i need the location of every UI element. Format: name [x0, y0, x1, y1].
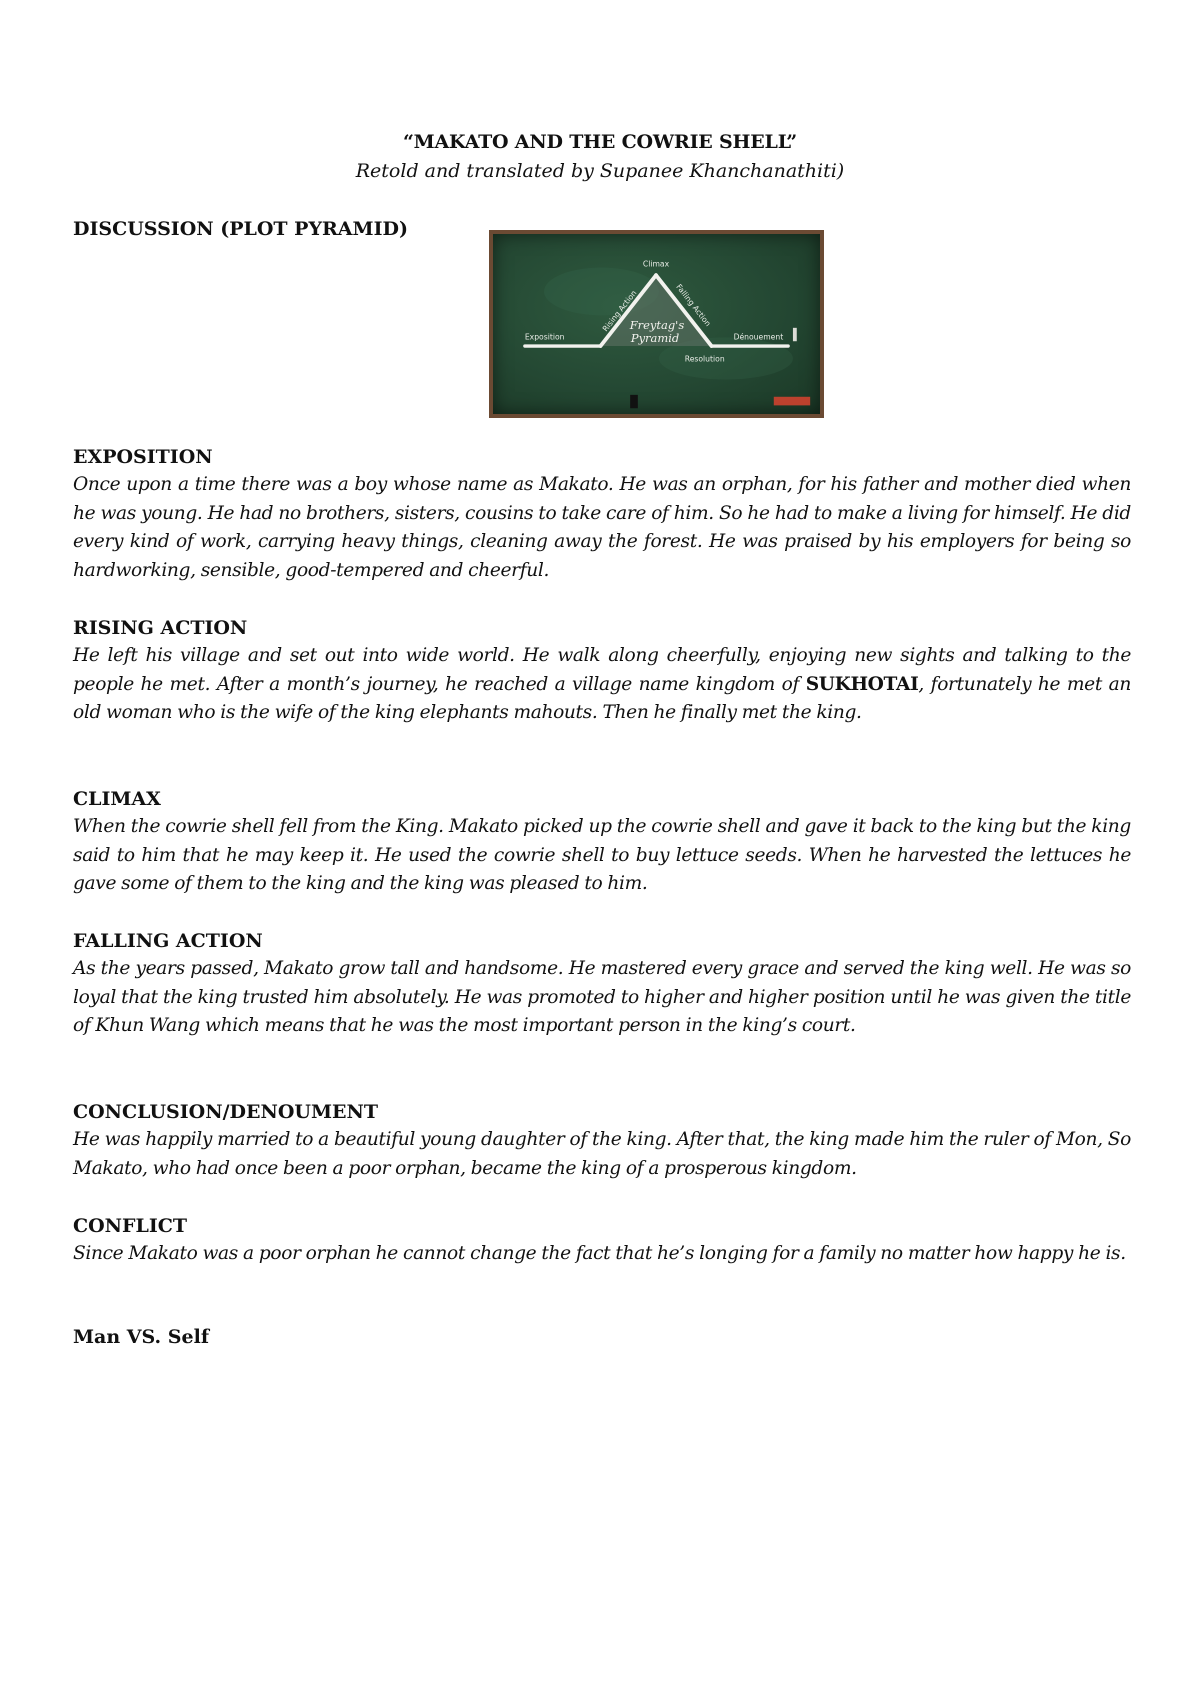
section-exposition	[73, 443, 1131, 585]
conflict-text: Since Makato was a poor orphan he cannot change the fact that he’s longing for a family no matter how happy he is.	[73, 1243, 1126, 1264]
label-denouement: Dénouement	[733, 332, 784, 342]
rising-action-heading: RISING ACTION	[73, 617, 248, 639]
climax-text: When the cowrie shell fell from the King. Makato picked up the cowrie shell and gave it back to the king but the king said to him that he may keep it. He used the cowrie shell to buy lettuce seeds. When he harvested the lettuces he gave some of them to the king and the king was pleased to him.	[73, 816, 1131, 894]
discussion-heading: DISCUSSION (PLOT PYRAMID)	[73, 218, 408, 240]
chalk-stick-icon	[793, 328, 797, 341]
falling-action-heading: FALLING ACTION	[73, 930, 263, 952]
section-falling-action	[73, 927, 1131, 1041]
story-title: “MAKATO AND THE COWRIE SHELL”	[402, 131, 798, 153]
story-subtitle: Retold and translated by Supanee Khanchanathiti)	[355, 160, 845, 182]
conclusion-text: He was happily married to a beautiful young daughter of the king. After that, the king made him the ruler of Mon, So Makato, who had once been a poor orphan, became the king of a prosperous kingdom.	[73, 1129, 1131, 1179]
freytags-pyramid-image	[489, 230, 824, 418]
label-rising-action: Rising Action	[600, 288, 639, 334]
rising-action-text-start: He left his village and set out into wide world. He walk along cheerfully, enjoying new sights and talking to the people he met. After a month’s journey, he reached a village name kingdom of	[73, 645, 1131, 695]
label-resolution: Resolution	[684, 354, 725, 364]
section-rising-action	[73, 614, 1131, 728]
exposition-heading: EXPOSITION	[73, 446, 213, 468]
section-conclusion	[73, 1098, 1131, 1183]
label-climax: Climax	[642, 259, 670, 269]
exposition-text: Once upon a time there was a boy whose name as Makato. He was an orphan, for his father and mother died when he was young. He had no brothers, sisters, cousins to take care of him. So he had to make a living for himself. He did every kind of work, carrying heavy things, cleaning away the forest. He was praised by his employers for being so hardworking, sensible, good-tempered and cheerful.	[73, 474, 1131, 581]
conflict-heading: CONFLICT	[73, 1215, 188, 1237]
rising-action-text-end: , fortunately he met an old woman who is the wife of the king elephants mahouts. Then he finally met the king.	[73, 673, 1131, 723]
pyramid-title-line2: Pyramid	[630, 331, 680, 346]
label-exposition: Exposition	[524, 332, 565, 342]
climax-heading: CLIMAX	[73, 788, 161, 810]
pyramid-diagram	[493, 234, 820, 414]
watermark-badge-icon	[774, 397, 810, 406]
kingdom-name: SUKHOTAI	[805, 673, 919, 695]
section-conflict	[73, 1212, 1131, 1269]
chalk-tray-mark	[630, 395, 638, 408]
section-climax	[73, 785, 1131, 899]
pyramid-title-line1: Freytag's	[629, 317, 685, 332]
falling-action-text: As the years passed, Makato grow tall and handsome. He mastered every grace and served the king well. He was so loyal that the king trusted him absolutely. He was promoted to higher and higher position until he was given the title of Khun Wang which means that he was the most important person in the king’s court.	[73, 958, 1131, 1036]
conflict-type-label: Man VS. Self	[73, 1326, 209, 1348]
conclusion-heading: CONCLUSION/DENOUMENT	[73, 1101, 378, 1123]
rising-action-text	[73, 642, 1131, 728]
label-falling-action: Falling Action	[674, 282, 713, 329]
